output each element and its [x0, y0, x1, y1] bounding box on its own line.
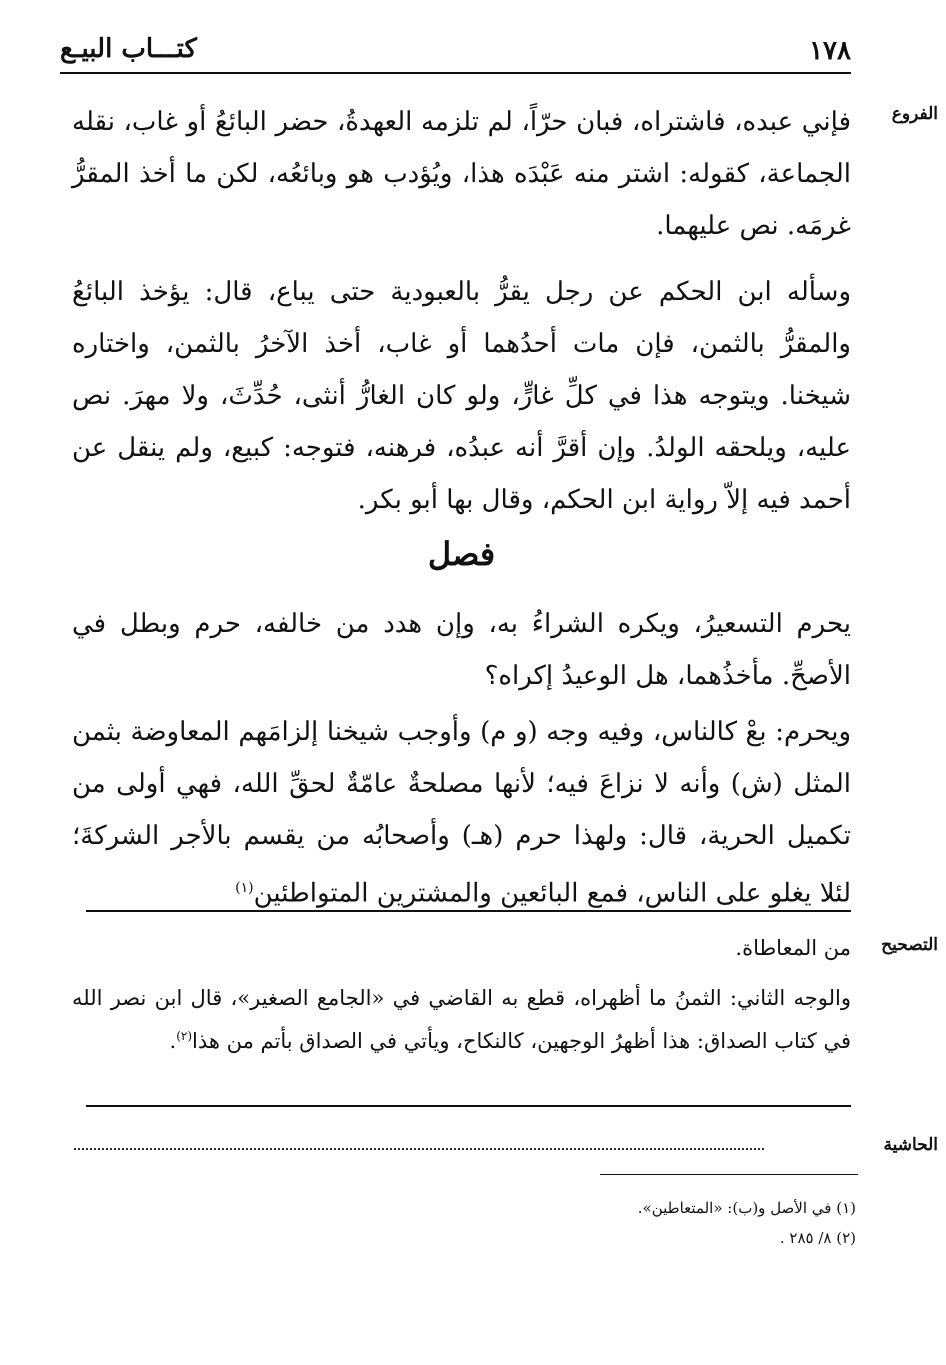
tashih-paragraph-1: من المعاطاة.	[735, 936, 851, 960]
page-number: ١٧٨	[809, 36, 851, 66]
book-title: كتـــاب البيـع	[60, 34, 197, 64]
footnotes	[72, 1193, 856, 1253]
main-text-block	[72, 96, 851, 526]
header-rule	[60, 72, 851, 74]
separator-rule-2	[86, 1105, 851, 1107]
footnote-rule	[600, 1174, 858, 1175]
page-header	[60, 30, 851, 74]
tashih-paragraph-2-end: .	[169, 1029, 177, 1053]
tashih-paragraph-2-text: والوجه الثاني: الثمنُ ما أظهراه، قطع به القاضي في «الجامع الصغير»، قال ابن نصر الله في كتاب الصداق: هذا أظهرُ الوجهين، كالنكاح، ويأتي في الصداق بأتم من هذا	[72, 986, 851, 1053]
section-heading: فصل	[427, 535, 496, 573]
paragraph-3: يحرم التسعيرُ، ويكره الشراءُ به، وإن هدد من خالفه، حرم وبطل في الأصحِّ. مأخذُهما، هل الوعيدُ إكراه؟	[72, 609, 851, 691]
separator-rule-1	[86, 910, 851, 912]
main-text-block-2	[72, 598, 851, 920]
side-label-hashiya: الحاشية	[883, 1135, 938, 1155]
footnote-2: (٢) ٨/ ٢٨٥ .	[779, 1229, 856, 1247]
side-label-furu: الفروع	[891, 104, 938, 124]
paragraph-1: فإني عبده، فاشتراه، فبان حرّاً، لم تلزمه العهدةُ، حضر البائعُ أو غاب، نقله الجماعة، كقوله: اشتر منه عَبْدَه هذا، ويُؤدب هو وبائعُه، لكن ما أخذ المقرُّ غرمَه. نص عليهما.	[72, 107, 851, 241]
paragraph-2: وسأله ابن الحكم عن رجل يقرُّ بالعبودية حتى يباع، قال: يؤخذ البائعُ والمقرُّ بالثمن، فإن مات أحدُهما أو غاب، أخذ الآخرُ بالثمن، واختاره شيخنا. ويتوجه هذا في كلِّ غارٍّ، ولو كان الغارُّ أنثى، حُدِّثَ، ولا مهرَ. نص عليه، ويلحقه الولدُ. وإن أقرَّ أنه عبدُه، فرهنه، فتوجه: كبيع، ولم ينقل عن أحمد فيه إلاّ رواية ابن الحكم، وقال بها أبو بكر.	[72, 277, 851, 515]
footnote-1: (١) في الأصل و(ب): «المتعاطين».	[637, 1199, 856, 1217]
tashih-paragraph-2	[72, 979, 851, 1060]
side-label-tashih: التصحيح	[881, 935, 938, 955]
paragraph-4-text: ويحرم: بعْ كالناس، وفيه وجه (و م) وأوجب شيخنا إلزامَهم المعاوضة بثمن المثل (ش) وأنه لا نزاعَ فيه؛ لأنها مصلحةٌ عامّةٌ لحقِّ الله، فهي أولى من تكميل الحرية، قال: ولهذا حرم (هـ) وأصحابُه من يقسم بالأجر الشركةَ؛ لئلا يغلو على الناس، فمع البائعين والمشترين المتواطئين	[72, 717, 851, 909]
paragraph-4	[72, 706, 851, 920]
footnote-ref-1: (١)	[235, 880, 254, 896]
hashiya-dotted-line	[74, 1148, 764, 1150]
footnote-ref-2: (٢)	[176, 1029, 193, 1043]
tashih-text-block	[72, 929, 851, 1060]
